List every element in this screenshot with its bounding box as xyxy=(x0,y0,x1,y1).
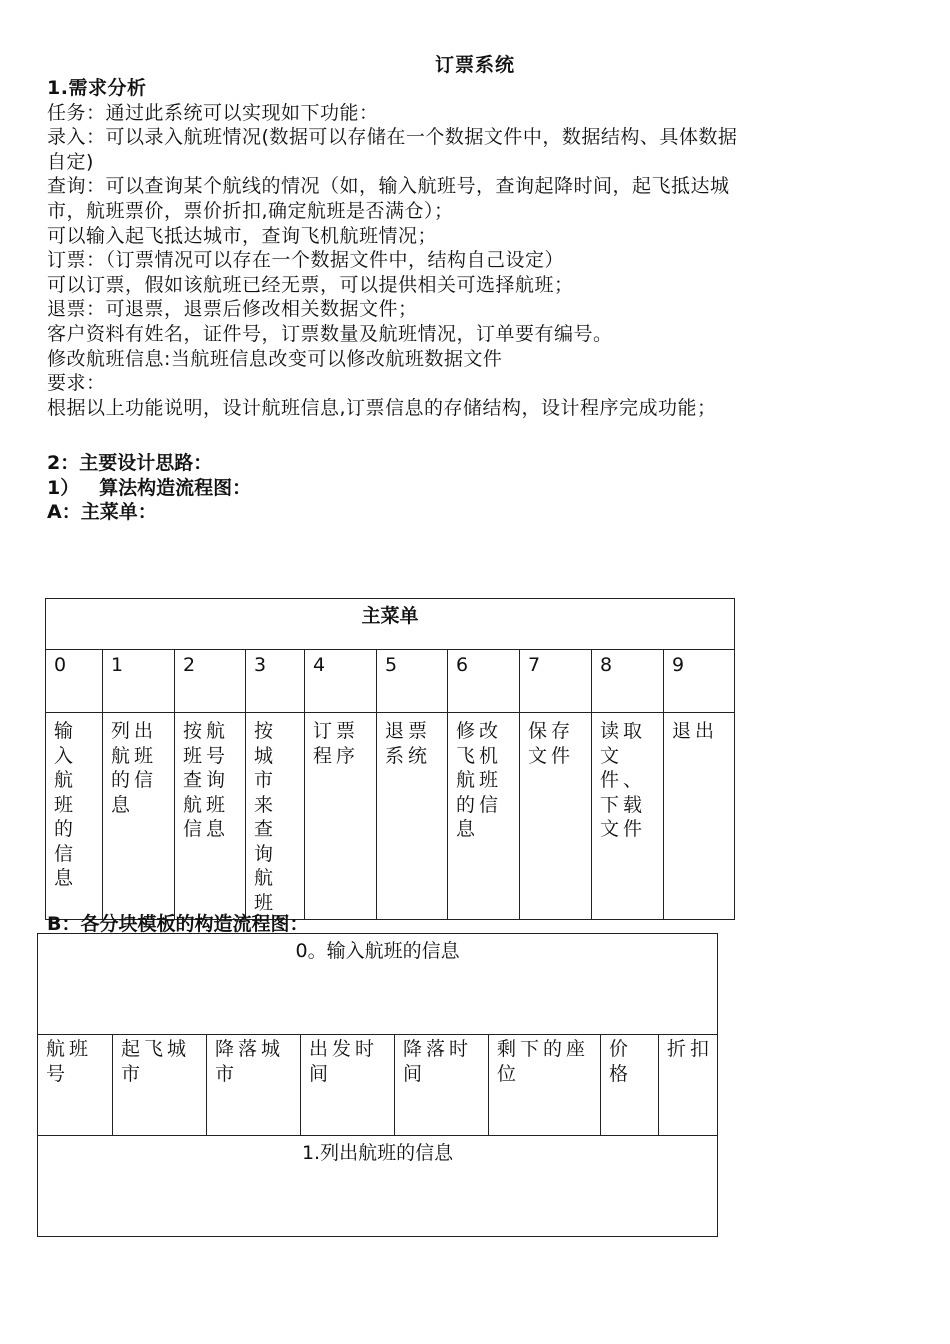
menu-item-description: 修改飞机航班的信息 xyxy=(448,713,520,920)
flight-field: 航班号 xyxy=(38,1035,113,1136)
menu-item-description: 按城市来查询航班 xyxy=(246,713,305,920)
requirements-heading: 1.需求分析 xyxy=(47,77,147,99)
requirement-line: 任务：通过此系统可以实现如下功能： xyxy=(47,101,379,124)
menu-number: 0 xyxy=(46,650,103,713)
requirement-line: 可以订票，假如该航班已经无票，可以提供相关可选择航班； xyxy=(47,273,574,296)
list-flight-section-title: 1.列出航班的信息 xyxy=(38,1136,718,1237)
requirement-line: 订票：（订票情况可以存在一个数据文件中，结构自己设定） xyxy=(47,249,565,272)
requirement-line: 查询：可以查询某个航线的情况（如，输入航班号，查询起降时间，起飞抵达城 xyxy=(47,175,730,198)
flight-field: 出发时间 xyxy=(301,1035,395,1136)
flowchart-heading: 1） 算法构造流程图： xyxy=(47,476,252,499)
main-menu-heading: A：主菜单： xyxy=(47,501,157,524)
main-menu-table xyxy=(45,598,735,920)
main-menu-title: 主菜单 xyxy=(46,599,735,650)
menu-number: 6 xyxy=(448,650,520,713)
menu-number: 8 xyxy=(592,650,664,713)
menu-item-description: 退票系统 xyxy=(377,713,448,920)
menu-number: 9 xyxy=(664,650,735,713)
requirements-section xyxy=(47,76,917,420)
flight-field: 降落城市 xyxy=(207,1035,301,1136)
design-section xyxy=(47,451,907,525)
menu-item-description: 退出 xyxy=(664,713,735,920)
menu-number: 3 xyxy=(246,650,305,713)
input-flight-section-title: 0。输入航班的信息 xyxy=(38,934,718,1035)
requirement-line: 自定) xyxy=(47,150,94,173)
design-heading: 2：主要设计思路： xyxy=(47,452,213,474)
requirement-line: 修改航班信息:当航班信息改变可以修改航班数据文件 xyxy=(47,347,503,370)
requirement-line: 可以输入起飞抵达城市，查询飞机航班情况； xyxy=(47,224,438,247)
menu-item-description: 保存文件 xyxy=(520,713,592,920)
requirement-line: 要求： xyxy=(47,372,106,395)
menu-number: 1 xyxy=(103,650,175,713)
flight-field: 起飞城市 xyxy=(113,1035,207,1136)
module-flowchart-table xyxy=(37,933,718,1237)
flight-field: 剩下的座位 xyxy=(489,1035,601,1136)
menu-item-description: 读取文件、下载文件 xyxy=(592,713,664,920)
menu-number: 4 xyxy=(305,650,377,713)
menu-number: 7 xyxy=(520,650,592,713)
menu-item-description: 订票程序 xyxy=(305,713,377,920)
requirement-line: 录入：可以录入航班情况(数据可以存储在一个数据文件中，数据结构、具体数据 xyxy=(47,126,738,149)
menu-item-description: 按航班号查询航班信息 xyxy=(175,713,246,920)
menu-number: 5 xyxy=(377,650,448,713)
flight-field: 价格 xyxy=(601,1035,659,1136)
menu-item-description: 输入航班的信息 xyxy=(46,713,103,920)
requirement-line: 根据以上功能说明，设计航班信息,订票信息的存储结构，设计程序完成功能； xyxy=(47,396,717,419)
menu-number: 2 xyxy=(175,650,246,713)
flight-field: 降落时间 xyxy=(395,1035,489,1136)
module-flowchart-heading: B：各分块模板的构造流程图： xyxy=(47,913,309,935)
requirement-line: 退票：可退票，退票后修改相关数据文件； xyxy=(47,298,418,321)
menu-item-description: 列出航班的信息 xyxy=(103,713,175,920)
requirement-line: 市，航班票价，票价折扣,确定航班是否满仓）； xyxy=(47,199,454,222)
flight-field: 折扣 xyxy=(659,1035,718,1136)
document-title: 订票系统 xyxy=(434,54,515,76)
requirement-line: 客户资料有姓名，证件号，订票数量及航班情况，订单要有编号。 xyxy=(47,322,613,345)
